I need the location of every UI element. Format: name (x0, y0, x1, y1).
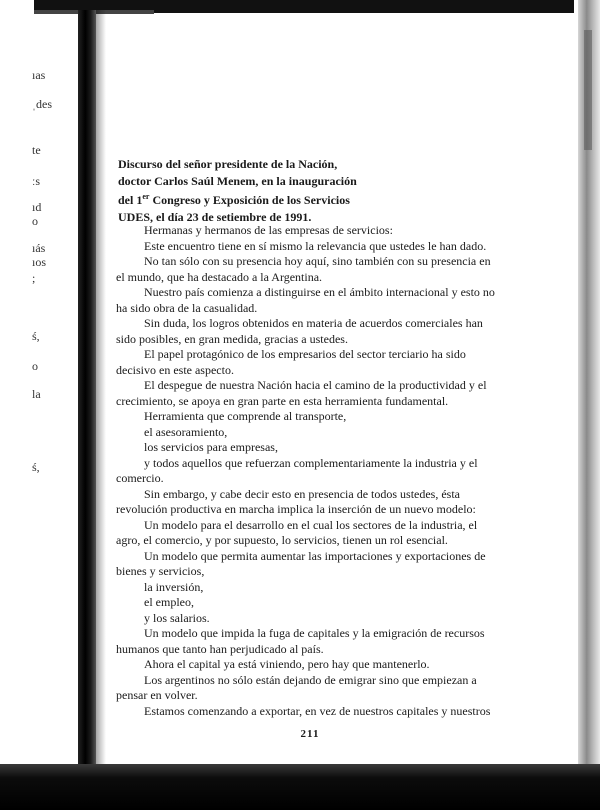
speech-paragraph: Ahora el capital ya está viniendo, pero hay que mantenerlo. (144, 657, 430, 671)
speech-paragraph: y todos aquellos que refuerzan complementariamente la industria y el comercio. (116, 455, 478, 485)
speech-paragraph: Sin duda, los logros obtenidos en materia de acuerdos comerciales han sido posibles, en gran medida, gracias a ustedes. (116, 316, 483, 346)
spine-gradient (96, 10, 106, 778)
scan-bottom-edge (0, 764, 600, 810)
speech-body (116, 223, 496, 719)
page-number: 211 (300, 728, 320, 740)
facing-page-fragment: ːs (32, 174, 41, 188)
speech-paragraph: los servicios para empresas, (144, 440, 278, 454)
facing-page-fragment: ıos (32, 255, 47, 269)
facing-page-fragment: o (32, 359, 38, 373)
speech-paragraph: El despegue de nuestra Nación hacia el camino de la productividad y el crecimiento, se apoya en gran parte en esta herramienta fundamental. (116, 378, 487, 408)
heading-line-3-pre: del 1 (118, 193, 143, 207)
speech-paragraph: Herramienta que comprende al transporte, (144, 409, 347, 423)
speech-paragraph: Un modelo que permita aumentar las importaciones y exportaciones de bienes y servicios, (116, 548, 486, 578)
heading-line-3 (118, 189, 498, 209)
heading-ordinal-sup: er (142, 192, 150, 201)
speech-paragraph: la inversión, (144, 579, 204, 594)
heading-line-2: doctor Carlos Saúl Menem, en la inauguración (118, 173, 357, 188)
speech-paragraph: el empleo, (144, 595, 194, 609)
facing-page-fragment: ; (32, 271, 36, 285)
facing-page-fragment: ıd (32, 200, 42, 214)
facing-page-fragment: la (32, 387, 41, 401)
scan-right-edge-mark (584, 30, 592, 150)
speech-paragraph: Los argentinos no sólo están dejando de emigrar sino que empiezan a pensar en volver. (116, 672, 477, 702)
speech-paragraph: Un modelo para el desarrollo en el cual los sectores de la industria, el agro, el comercio, y por supuesto, lo servicios, tienen un rol esencial. (116, 517, 478, 547)
speech-paragraph: Estamos comenzando a exportar, en vez de nuestros capitales y nuestros (144, 703, 491, 718)
speech-heading (118, 156, 498, 225)
facing-page-fragment: o (32, 214, 38, 228)
speech-paragraph: Hermanas y hermanos de las empresas de servicios: (144, 223, 393, 237)
speech-paragraph: No tan sólo con su presencia hoy aquí, sino también con su presencia en el mundo, que ha destacado a la Argentina. (116, 254, 491, 284)
speech-paragraph: Un modelo que impida la fuga de capitales y la emigración de recursos humanos que tanto han perjudicado al país. (116, 626, 485, 656)
speech-paragraph: el asesoramiento, (144, 424, 228, 439)
heading-line-4: UDES, el día 23 de setiembre de 1991. (118, 209, 312, 224)
facing-page-fragment: ˌdes (32, 97, 52, 111)
speech-paragraph: y los salarios. (144, 610, 210, 625)
speech-paragraph: Nuestro país comienza a distinguirse en el ámbito internacional y esto no ha sido obra de la casualidad. (116, 285, 495, 315)
facing-page-fragment: ś, (32, 460, 40, 474)
speech-paragraph: Este encuentro tiene en sí mismo la relevancia que ustedes le han dado. (144, 238, 487, 253)
speech-paragraph: El papel protagónico de los empresarios del sector terciario ha sido decisivo en este aspecto. (116, 347, 466, 377)
facing-page-fragment: ıás (32, 241, 46, 255)
book-spine-shadow (78, 10, 96, 778)
speech-paragraph: Sin embargo, y cabe decir esto en presencia de todos ustedes, ésta revolución productiva en marcha implica la inserción de un nuevo modelo: (116, 486, 476, 516)
heading-line-1: Discurso del señor presidente de la Nación, (118, 157, 338, 171)
facing-page-fragment: te (32, 143, 41, 157)
facing-page-fragment: ś, (32, 329, 40, 343)
heading-line-3-post: Congreso y Exposición de los Servicios (149, 193, 350, 207)
facing-page-fragment: ıas (32, 68, 46, 82)
